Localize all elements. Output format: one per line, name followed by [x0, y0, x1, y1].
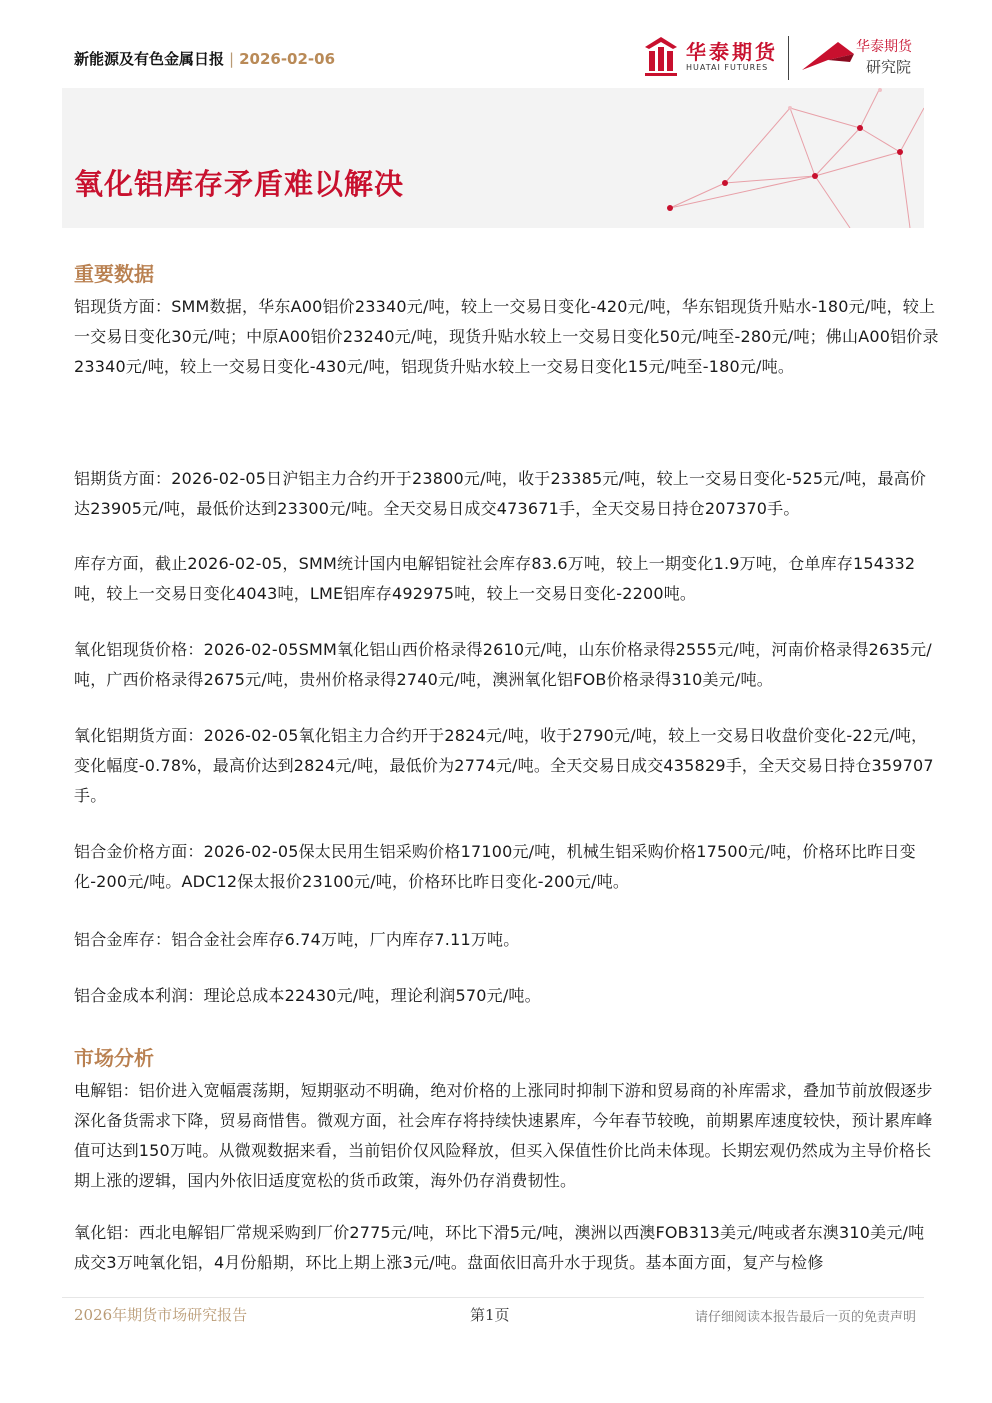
- paragraph-alumina: 氧化铝：西北电解铝厂常规采购到厂价2775元/吨，环比下滑5元/吨，澳洲以西澳FOB313美元/吨或者东澳310美元/吨成交3万吨氧化铝，4月份船期，环比上期上涨3元/吨。盘面依旧高升水于现货。基本面方面，复产与检修: [74, 1223, 925, 1272]
- paragraph-alumina-futures: 氧化铝期货方面：2026-02-05氧化铝主力合约开于2824元/吨，收于2790元/吨，较上一交易日收盘价变化-22元/吨，变化幅度-0.78%，最高价达到2824元/吨，最低价为2774元/吨。全天交易日成交435829手，全天交易日持仓359707手。: [74, 726, 934, 805]
- footer-disclaimer: 请仔细阅读本报告最后一页的免责声明: [694, 1310, 916, 1325]
- footer-report-name: 2026年期货市场研究报告: [74, 1306, 248, 1324]
- logo-research-top: 华泰期货: [856, 39, 912, 55]
- network-graphic-icon: [630, 88, 924, 228]
- report-name: 新能源及有色金属日报: [74, 50, 225, 68]
- report-date: 2026-02-06: [239, 50, 336, 68]
- logo-text-sub: HUATAI FUTURES: [686, 63, 769, 72]
- paragraph-inventory: 库存方面，截止2026-02-05，SMM统计国内电解铝锭社会库存83.6万吨，较上一期变化1.9万吨，仓单库存154332吨，较上一交易日变化4043吨，LME铝库存492975吨，较上一交易日变化-2200吨。: [74, 554, 916, 603]
- paragraph-aluminum-futures: 铝期货方面：2026-02-05日沪铝主力合约开于23800元/吨，收于23385元/吨，较上一交易日变化-525元/吨，最高价达23905元/吨，最低价达到23300元/吨。全天交易日成交473671手，全天交易日持仓207370手。: [74, 469, 927, 518]
- paragraph-alumina-spot: 氧化铝现货价格：2026-02-05SMM氧化铝山西价格录得2610元/吨，山东价格录得2555元/吨，河南价格录得2635元/吨，广西价格录得2675元/吨，贵州价格录得2740元/吨，澳洲氧化铝FOB价格录得310美元/吨。: [74, 640, 932, 689]
- section-title-market-analysis: 市场分析: [74, 1046, 154, 1070]
- report-header: [74, 48, 335, 69]
- paragraph-alloy-price: 铝合金价格方面：2026-02-05保太民用生铝采购价格17100元/吨，机械生铝采购价格17500元/吨，价格环比昨日变化-200元/吨。ADC12保太报价23100元/吨，价格环比昨日变化-200元/吨。: [74, 842, 916, 891]
- footer-divider: [62, 1297, 924, 1298]
- paragraph-electrolytic-aluminum: 电解铝：铝价进入宽幅震荡期，短期驱动不明确，绝对价格的上涨同时抑制下游和贸易商的补库需求，叠加节前放假逐步深化备货需求下降，贸易商惜售。微观方面，社会库存将持续快速累库，今年春节较晚，前期累库速度较快，预计累库峰值可达到150万吨。从微观数据来看，当前铝价仅风险释放，但买入保值性价比尚未体现。长期宏观仍然成为主导价格长期上涨的逻辑，国内外依旧适度宽松的货币政策，海外仍存消费韧性。: [74, 1081, 933, 1190]
- paragraph-alloy-inventory: 铝合金库存：铝合金社会库存6.74万吨，厂内库存7.11万吨。: [74, 930, 520, 949]
- logo-research-bottom: 研究院: [866, 58, 912, 76]
- section-title-key-data: 重要数据: [74, 262, 154, 286]
- logo-divider: [788, 36, 789, 80]
- report-title: 氧化铝库存矛盾难以解决: [74, 167, 405, 201]
- footer-page-number: 第1页: [470, 1306, 510, 1324]
- paragraph-alloy-profit: 铝合金成本利润：理论总成本22430元/吨，理论利润570元/吨。: [74, 986, 541, 1005]
- header-separator: |: [229, 50, 235, 68]
- paragraph-aluminum-spot: 铝现货方面：SMM数据，华东A00铝价23340元/吨，较上一交易日变化-420元/吨，华东铝现货升贴水-180元/吨，较上一交易日变化30元/吨；中原A00铝价23240元/吨，现货升贴水较上一交易日变化50元/吨至-280元/吨；佛山A00铝价录23340元/吨，较上一交易日变化-430元/吨，铝现货升贴水较上一交易日变化15元/吨至-180元/吨。: [74, 297, 939, 376]
- logo-text-main: 华泰期货: [686, 40, 778, 64]
